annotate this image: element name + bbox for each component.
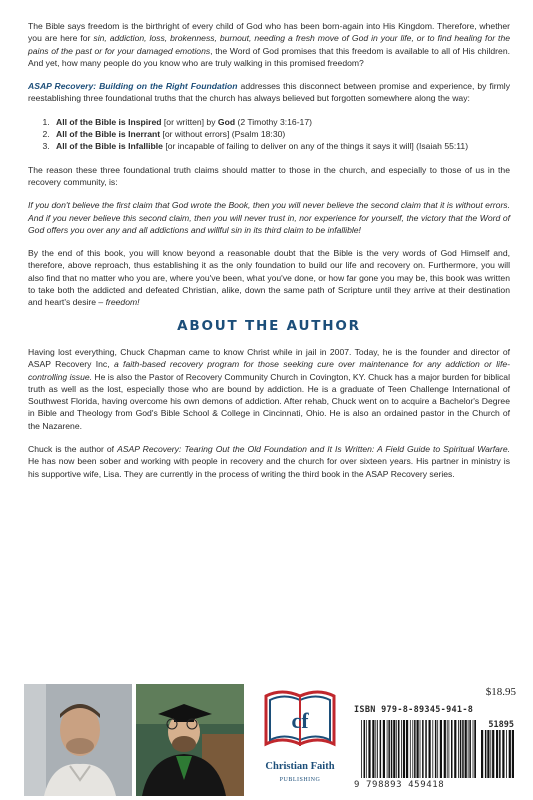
isbn-label: ISBN 979-8-89345-941-8 [354,705,474,715]
barcode-bar [372,720,374,778]
logo-letters: cf [291,708,309,733]
publisher-logo [260,684,340,792]
barcode-bar [380,720,382,778]
truth-bold: All of the Bible is Inspired [56,116,162,127]
intro-paragraph [28,20,510,69]
barcode-bar [440,720,442,778]
truth-text: [or incapable of failing to deliver on any of the things it says it will] (Isaiah 55:11) [162,141,469,152]
author-graduation-photo [136,684,244,796]
book-intro-paragraph [28,80,510,105]
barcode-bar [412,720,413,778]
text-span: addresses this disconnect between promise and experience, by firmly reestablishing three foundational truths that the church has always believed but forgotten somewhere along the way: [28,81,510,104]
barcode-bar [393,720,395,778]
barcode-bars [360,720,476,778]
barcode-bar [391,720,393,778]
text-span: Chuck is the author of [28,444,118,455]
barcode-bar [396,720,397,778]
barcode-bar [375,720,376,778]
truth-text: [or written] by [161,116,218,127]
barcode-bar [410,720,411,778]
barcode-bar [499,730,501,778]
barcode-bar [454,720,456,778]
book-logo-icon [260,684,340,756]
barcode-bar [473,720,474,778]
text-span: By the end of this book, you will know beyond a reasonable doubt that the Bible is the very words of God Himself and, therefore, above reproach, thus establishing it as the only foundation to build our life and recovery on. Furthermore, you will also find that no matter who you are, where you've been, what you've done, or how far gone you may be, this book was written to take both the addicted and defeated Christian, alike, down the same path of Scripture until they arrive at their destination and heart's desire – [28,248,510,308]
publisher-name: Christian Faith [265,761,335,773]
barcode-bar [406,720,408,778]
barcode-bar [388,720,390,778]
reason-paragraph: The reason these three foundational truth claims should matter to those in the church, and especially to those of us in the recovery community, is: [28,164,510,187]
back-cover-text [28,20,510,491]
barcode-bar [481,730,483,778]
truth-text: (2 Timothy 3:16-17) [235,116,312,127]
barcode-bar [361,720,362,778]
graduation-illustration [136,684,244,796]
truth-item [52,116,510,128]
barcode-bar [366,720,367,778]
author-mugshot-photo [24,684,132,796]
author-bio-paragraph [28,346,510,432]
barcode-bar [492,730,494,778]
barcode-bar [383,720,385,778]
barcode-bar [435,720,437,778]
text-span: The Bible says freedom is the birthright of every child of God who has been born-again into His Kingdom. Therefore, whether you are here for [28,21,510,44]
barcode-bar [422,720,424,778]
barcode-bar [468,720,469,778]
conclusion-paragraph [28,247,510,308]
text-span: Having lost everything, Chuck Chapman came to know Christ while in jail in 2007. Today, he is the founder and director of ASAP Recovery Inc, [28,346,510,370]
barcode-bar [398,720,400,778]
barcode-bar [425,720,427,778]
text-span: He is also the Pastor of Recovery Community Church in Covington, KY. Chuck has a major burden for biblical truth as well as the lost, especially those who are bound by addiction. He is a graduate of Teen Challenge International of Southwest Florida, having overcome his own demons of addiction. After rehab, Chuck went on to acquire a Bachelor's Degree in Bible and Theology from God's Bible School & College in Cincinnati, Ohio. He is also an ordained pastor in the Church of the Nazarene. [28,371,510,431]
barcode-bar [414,720,416,778]
barcode-bar [377,720,378,778]
barcode-bar [469,720,471,778]
barcode-bar [460,720,462,778]
barcode-bar [447,720,448,778]
barcode-bar [485,730,487,778]
quote-paragraph: If you don't believe the first claim that God wrote the Book, then you will never believe the second claim that it is without errors. And if you never believe this second claim, then you will never trust in, nor experience for yourself, the victory that the Word of God offers you over any and all addictions and willful sin in its third claim to be infallible! [28,200,510,235]
barcode-bar [465,720,467,778]
italic-span: freedom! [105,297,140,308]
barcode-bar [509,730,511,778]
truth-item [52,128,510,140]
addon-number: 51895 [488,720,514,730]
barcode-bar [458,720,459,778]
barcode-bar [401,720,402,778]
truth-bold: All of the Bible is Inerrant [56,129,161,140]
barcode-bar [462,720,464,778]
barcode-bar [444,720,446,778]
book-title: ASAP Recovery: Building on the Right Foundation [28,81,238,92]
text-span: , the Word of God promises that this freedom is available to all of His children. And yet, how many people do you know who are truly walking in this promised freedom? [28,45,510,68]
barcode-bar [490,730,491,778]
barcode-bar [368,720,370,778]
barcode-number: 9 798893 459418 [354,780,445,790]
italic-span: sin, addiction, loss, brokenness, burnout, needing a fresh move of God in your life, or to find healing for the pains of the past or for your damaged emotions [28,33,511,56]
barcode-bar [506,730,507,778]
barcode-bar [420,720,421,778]
addon-barcode-bars [480,730,514,778]
barcode-bar [417,720,419,778]
truth-bold: All of the Bible is Infallible [56,141,163,152]
truth-text: [or without errors] (Psalm 18:30) [160,129,286,140]
barcode-bar [429,720,431,778]
barcode-bar [451,720,453,778]
barcode-bar [432,720,433,778]
truth-bold: God [217,116,236,127]
publisher-sub: PUBLISHING [279,776,321,783]
barcode-bar [502,730,504,778]
barcode-bar [487,730,489,778]
barcode-bar [496,730,498,778]
barcode-bar [437,720,438,778]
text-span: He has now been sober and working with people in recovery and the church for over sixteen years. His partner in ministry is his supportive wife, Lisa. They are currently in the process of writing the third book in the ASAP Recovery series. [28,456,510,479]
barcode-bar [474,720,476,778]
truths-list [28,116,510,153]
barcode-bar [387,720,388,778]
italic-span: a faith-based recovery program for those seeking cure over maintenance for any addiction or life-controlling issue. [28,359,510,382]
barcode-bar [449,720,450,778]
isbn-barcode [354,672,516,792]
truth-item [52,140,510,152]
about-author-heading: ABOUT THE AUTHOR [177,317,361,334]
barcode-bar [403,720,405,778]
mugshot-illustration [24,684,132,796]
barcode-bar [364,720,366,778]
price-label: $18.95 [485,686,516,698]
back-cover-footer [24,672,516,792]
italic-span: ASAP Recovery: Tearing Out the Old Foundation and It Is Written: A Field Guide to Spiritual Warfare. [117,444,510,455]
author-books-paragraph [28,443,510,480]
barcode-bar [512,730,514,778]
